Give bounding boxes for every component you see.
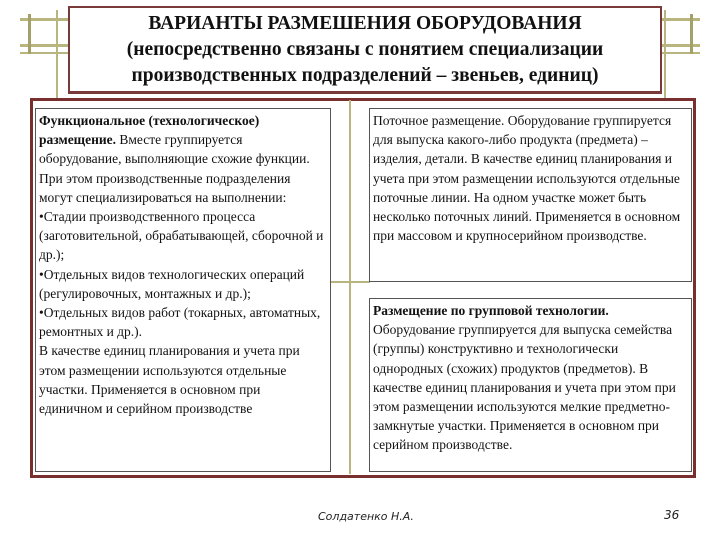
decor-line-inner-left [56, 10, 58, 100]
slide-title [68, 6, 662, 94]
flow-paragraph [373, 111, 688, 245]
connector-vertical [349, 100, 351, 474]
decor-line-left [28, 14, 31, 54]
functional-conclusion: В качестве единиц планирования и учета при этом размещении используются отдельные участки. Применяется в основном при единичном и серийном производстве [39, 343, 300, 417]
group-technology-heading: Размещение по групповой технологии. [373, 303, 609, 318]
functional-bullet-3: •Отдельных видов работ (токарных, автоматных, ремонтных и др.). [39, 305, 321, 340]
functional-bullet-2: •Отдельных видов технологических операций (регулировочных, монтажных и др.); [39, 266, 305, 301]
functional-heading: Функциональное (технологическое) размещение. [39, 113, 260, 148]
functional-intro-text: Вместе группируется оборудование, выполняющие схожие функции. При этом производственные подразделения могут специализироваться на выполнении: [39, 132, 310, 205]
connector-horizontal [330, 281, 370, 283]
author-footer: Солдатенко Н.А. [318, 510, 414, 523]
flow-heading: Поточное размещение. [373, 113, 505, 128]
decor-line-right [690, 14, 693, 54]
flow-placement-box [369, 108, 692, 282]
functional-placement-box [35, 108, 331, 472]
decor-line-inner-right [664, 10, 666, 100]
title-line-2: (непосредственно связаны с понятием специализации [126, 39, 604, 60]
page-number: 36 [664, 508, 680, 522]
group-technology-box [369, 298, 692, 472]
group-technology-text: Оборудование группируется для выпуска семейства (группы) конструктивно и технологически однородных (схожих) продуктов (предметов). В качестве единиц планирования и учета при этом при этом размещении используются мелкие предметно-замкнутые участки. Применяется в основном при серийном производстве. [373, 322, 676, 453]
title-line-1: ВАРИАНТЫ РАЗМЕШЕНИЯ ОБОРУДОВАНИЯ [148, 13, 582, 34]
functional-intro [39, 111, 327, 207]
flow-text: Оборудование группируется для выпуска какого-либо продукта (предмета) – изделия, детали. В качестве единиц планирования и учета при этом размещении используются отдельные поточные линии. На одном участке может быть несколько поточных линий. Применяется в основном при массовом и крупносерийном производстве. [373, 113, 681, 244]
title-line-3: производственных подразделений – звеньев, единиц) [131, 65, 599, 86]
functional-bullet-1: •Стадии производственного процесса (заготовительной, обрабатывающей, сборочной и др.); [39, 209, 324, 263]
